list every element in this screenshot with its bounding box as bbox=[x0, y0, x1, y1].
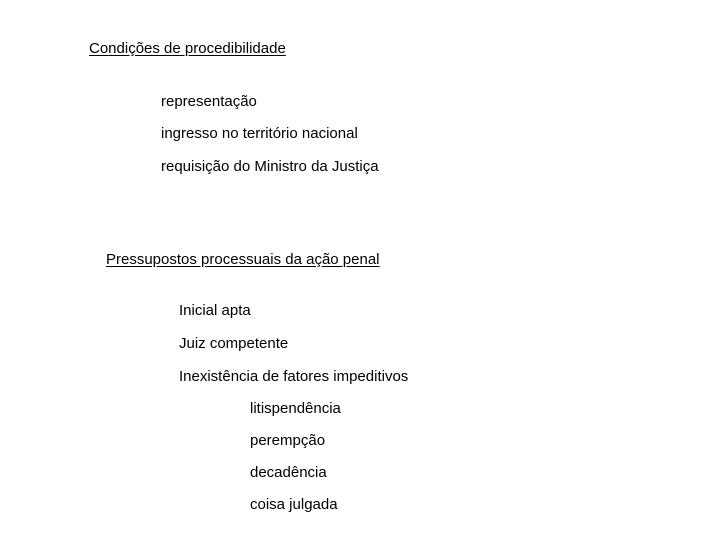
list-item: Inicial apta bbox=[179, 302, 251, 319]
sub-list-item: litispendência bbox=[250, 400, 341, 417]
section-heading-procedibilidade: Condições de procedibilidade bbox=[89, 40, 286, 57]
list-item: requisição do Ministro da Justiça bbox=[161, 158, 379, 175]
sub-list-item: coisa julgada bbox=[250, 496, 338, 513]
sub-list-item: decadência bbox=[250, 464, 327, 481]
sub-list-item: perempção bbox=[250, 432, 326, 449]
list-item: Juiz competente bbox=[179, 335, 289, 352]
list-item: ingresso no território nacional bbox=[161, 125, 358, 142]
section-heading-pressupostos: Pressupostos processuais da ação penal bbox=[106, 251, 380, 268]
list-item: representação bbox=[161, 93, 257, 110]
list-item: Inexistência de fatores impeditivos bbox=[179, 368, 409, 385]
